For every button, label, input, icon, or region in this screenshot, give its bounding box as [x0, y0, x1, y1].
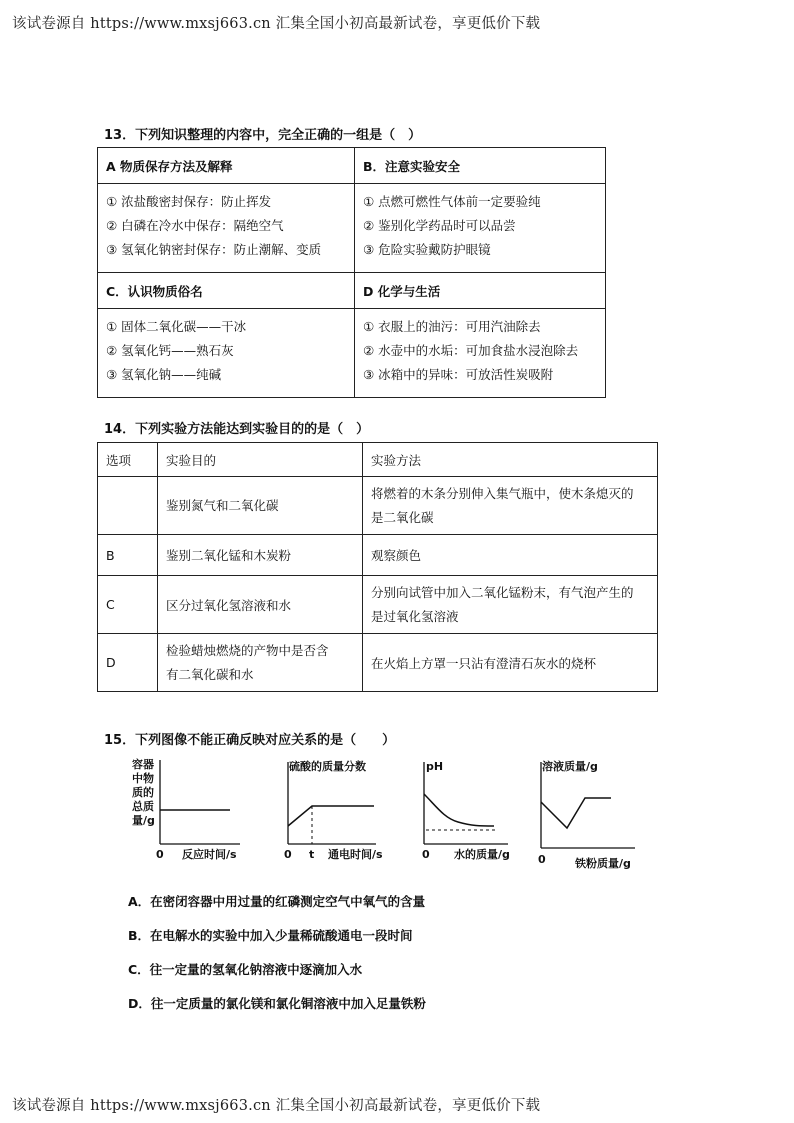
- col-header-option: 选项: [98, 443, 158, 477]
- cell-b-body: [355, 184, 606, 273]
- method-line: 是二氧化碳: [371, 509, 434, 525]
- row-purpose: 区分过氧化氢溶液和水: [158, 576, 363, 634]
- cell-b-head: B．注意实验安全: [355, 148, 606, 184]
- cell-a-line: ② 白磷在冷水中保存：隔绝空气: [106, 218, 284, 233]
- question-13-title: 13．下列知识整理的内容中，完全正确的一组是（ ）: [104, 128, 422, 143]
- question-15-title: 15．下列图像不能正确反映对应关系的是（ ）: [104, 733, 396, 748]
- row-method: [363, 477, 658, 535]
- row-option: B: [98, 535, 158, 576]
- cell-b-line: ① 点燃可燃性气体前一定要验纯: [363, 194, 541, 209]
- graph-b-tick-t: t: [309, 848, 315, 861]
- option-d: D．往一定质量的氯化镁和氯化铜溶液中加入足量铁粉: [128, 996, 426, 1011]
- purpose-line: 有二氧化碳和水: [166, 666, 254, 682]
- graph-b: [280, 758, 400, 872]
- cell-c-line: ① 固体二氧化碳——干冰: [106, 319, 247, 334]
- row-purpose: 鉴别二氧化锰和木炭粉: [158, 535, 363, 576]
- col-header-method: 实验方法: [363, 443, 658, 477]
- graph-b-origin: 0: [284, 848, 292, 861]
- cell-a-head: A 物质保存方法及解释: [98, 148, 355, 184]
- row-option: C: [98, 576, 158, 634]
- cell-d-line: ③ 冰箱中的异味：可放活性炭吸附: [363, 367, 554, 382]
- cell-c-body: [98, 309, 355, 398]
- graph-a: [128, 758, 258, 872]
- cell-a-body: [98, 184, 355, 273]
- row-method: 观察颜色: [363, 535, 658, 576]
- option-b: B．在电解水的实验中加入少量稀硫酸通电一段时间: [128, 928, 413, 943]
- cell-d-line: ① 衣服上的油污：可用汽油除去: [363, 319, 541, 334]
- option-c: C．往一定量的氢氧化钠溶液中逐滴加入水: [128, 962, 363, 977]
- row-method: [363, 576, 658, 634]
- graph-c-plot: [418, 758, 528, 868]
- question-14-table: [97, 442, 658, 692]
- cell-c-line: ② 氢氧化钙——熟石灰: [106, 343, 234, 358]
- method-line: 分别向试管中加入二氧化锰粉末，有气泡产生的: [371, 584, 634, 600]
- graph-c-curve: [424, 794, 494, 826]
- graph-a-ylabel-line: 总质: [132, 800, 154, 813]
- graph-b-plot: [280, 758, 400, 868]
- question-13-table: [97, 147, 606, 398]
- cell-b-line: ② 鉴别化学药品时可以品尝: [363, 218, 516, 233]
- graph-b-xlabel: 通电时间/s: [328, 848, 383, 861]
- graph-d-xlabel: 铁粉质量/g: [575, 857, 631, 870]
- graph-a-ylabel-line: 质的: [132, 786, 154, 799]
- row-purpose: [158, 634, 363, 692]
- row-method: 在火焰上方罩一只沾有澄清石灰水的烧杯: [363, 634, 658, 692]
- row-option: [98, 477, 158, 535]
- method-line: 将燃着的木条分别伸入集气瓶中，使木条熄灭的: [371, 485, 634, 501]
- cell-c-line: ③ 氢氧化钠——纯碱: [106, 367, 222, 382]
- page-footer-source: 该试卷源自 https://www.mxsj663.cn 汇集全国小初高最新试卷，享更低价下载: [12, 1098, 541, 1114]
- graph-a-origin: 0: [156, 848, 164, 861]
- cell-b-line: ③ 危险实验戴防护眼镜: [363, 242, 491, 257]
- cell-a-line: ③ 氢氧化钠密封保存：防止潮解、变质: [106, 242, 322, 257]
- graph-a-plot: [128, 758, 258, 868]
- graph-c-xlabel: 水的质量/g: [454, 848, 510, 861]
- method-line: 是过氧化氢溶液: [371, 608, 459, 624]
- graph-d-plot: [535, 758, 650, 873]
- graph-b-ylabel: 硫酸的质量分数: [289, 760, 366, 773]
- cell-c-head: C．认识物质俗名: [98, 273, 355, 309]
- cell-d-body: [355, 309, 606, 398]
- option-a: A．在密闭容器中用过量的红磷测定空气中氧气的含量: [128, 894, 426, 909]
- row-purpose: 鉴别氮气和二氧化碳: [158, 477, 363, 535]
- cell-d-line: ② 水壶中的水垢：可加食盐水浸泡除去: [363, 343, 579, 358]
- graph-d-origin: 0: [538, 853, 546, 866]
- graph-a-ylabel-line: 量/g: [132, 814, 155, 827]
- graph-a-ylabel-line: 中物: [132, 772, 154, 785]
- cell-d-head: D 化学与生活: [355, 273, 606, 309]
- graph-c-origin: 0: [422, 848, 430, 861]
- graph-c-ylabel: pH: [426, 760, 444, 773]
- col-header-purpose: 实验目的: [158, 443, 363, 477]
- graph-d: [535, 758, 650, 877]
- row-option: D: [98, 634, 158, 692]
- graph-c: [418, 758, 528, 872]
- question-14-title: 14．下列实验方法能达到实验目的的是（ ）: [104, 422, 370, 437]
- page-header-source: 该试卷源自 https://www.mxsj663.cn 汇集全国小初高最新试卷，享更低价下载: [12, 16, 541, 32]
- graph-a-ylabel-line: 容器: [132, 758, 154, 771]
- graph-d-ylabel: 溶液质量/g: [542, 760, 598, 773]
- graph-d-curve: [541, 798, 611, 828]
- cell-a-line: ① 浓盐酸密封保存：防止挥发: [106, 194, 272, 209]
- graph-a-xlabel: 反应时间/s: [182, 848, 237, 861]
- purpose-line: 检验蜡烛燃烧的产物中是否含: [166, 642, 329, 658]
- graph-b-curve: [288, 806, 374, 826]
